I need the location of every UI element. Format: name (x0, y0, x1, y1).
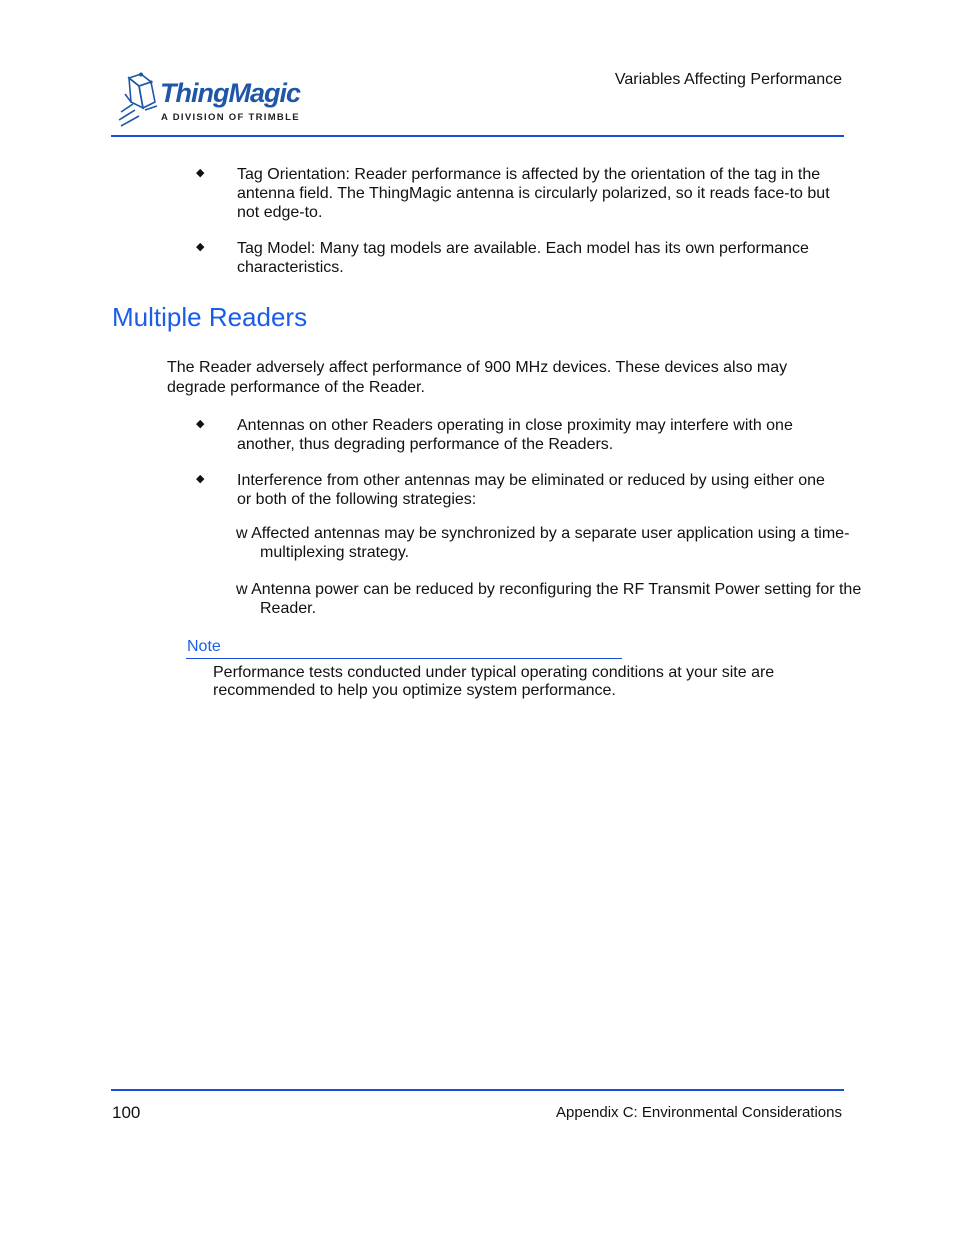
bullet-icon: ◆ (196, 241, 205, 253)
sub-item-reduce-power: w Antenna power can be reduced by reconfiguring the RF Transmit Power setting for the Reader. (236, 581, 862, 617)
bullet-tag-model: Tag Model: Many tag models are available. Each model has its own performance characteristics. (237, 240, 809, 276)
page-number: 100 (112, 1103, 141, 1122)
bullet-antenna-proximity: Antennas on other Readers operating in close proximity may interfere with one another, thus degrading performance of the Readers. (237, 417, 793, 453)
bullet-icon: ◆ (196, 418, 205, 430)
bullet-interference: Interference from other antennas may be eliminated or reduced by using either one or both of the following strategies: (237, 472, 825, 508)
logo-emblem-icon (115, 72, 163, 132)
sub-item-synchronize: w Affected antennas may be synchronized by a separate user application using a time-multiplexing strategy. (236, 525, 850, 561)
running-header-title: Variables Affecting Performance (614, 71, 842, 88)
bullet-tag-orientation: Tag Orientation: Reader performance is affected by the orientation of the tag in the antenna field. The ThingMagic antenna is circularly polarized, so it reads face-to but not edge-to. (237, 166, 830, 221)
bullet-icon: ◆ (196, 473, 205, 485)
section-heading: Multiple Readers (112, 302, 308, 332)
note-label: Note (187, 638, 221, 655)
note-text: Performance tests conducted under typical operating conditions at your site are recommended to help you optimize system performance. (213, 664, 775, 699)
thingmagic-logo (115, 72, 315, 132)
header-rule (111, 135, 844, 137)
section-intro-paragraph: The Reader adversely affect performance of 900 MHz devices. These devices also may degrade performance of the Reader. (167, 359, 788, 396)
footer-chapter-title: Appendix C: Environmental Considerations (556, 1104, 842, 1121)
footer-rule (111, 1089, 844, 1091)
bullet-icon: ◆ (196, 167, 205, 179)
logo-wordmark: ThingMagic (160, 78, 300, 108)
note-rule (186, 658, 622, 659)
logo-tagline: A DIVISION OF TRIMBLE (161, 112, 300, 123)
